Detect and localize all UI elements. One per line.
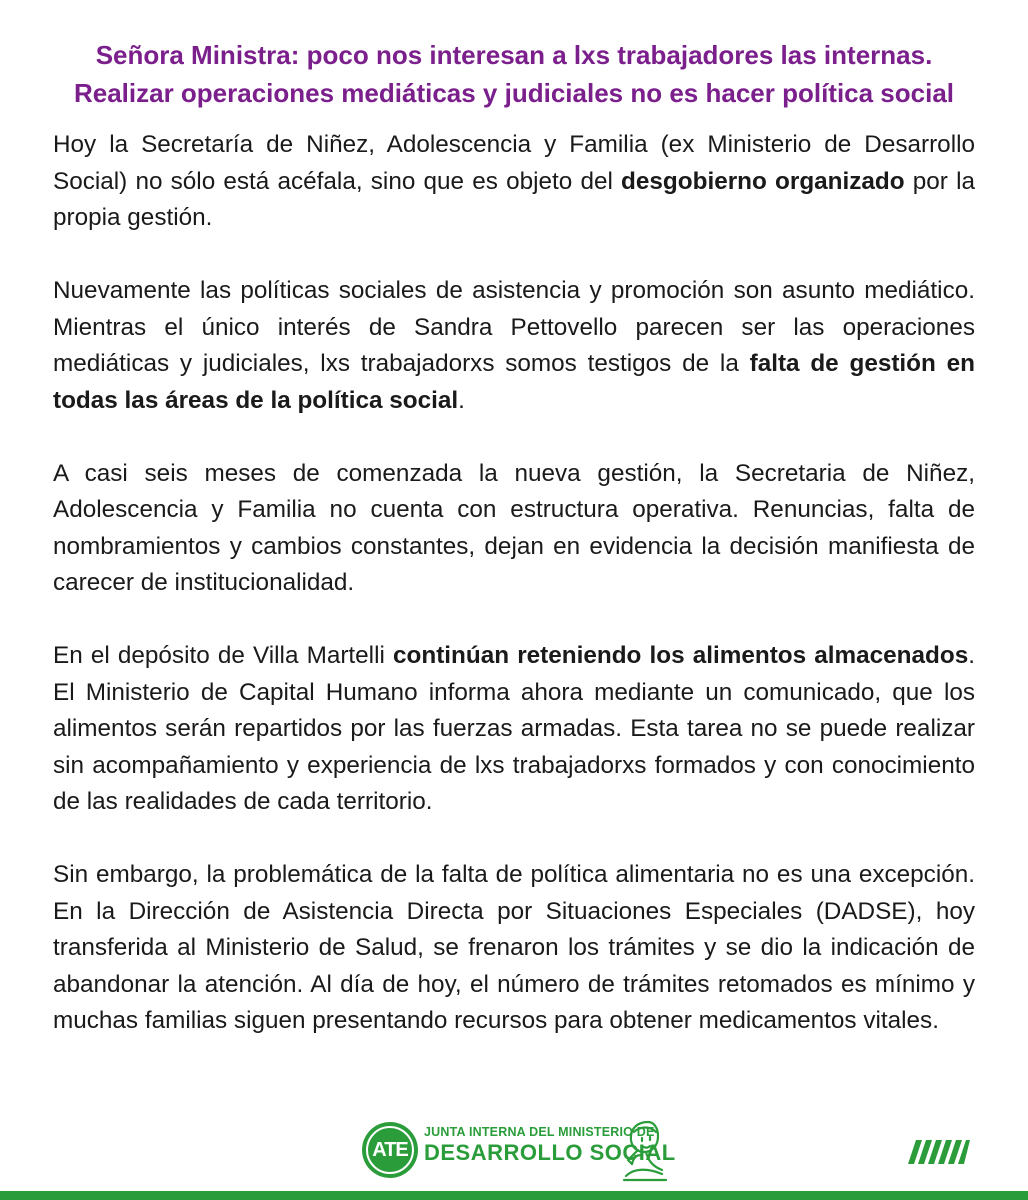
evita-portrait-icon — [618, 1116, 672, 1182]
paragraph-2 — [53, 273, 975, 419]
paragraph-2-emphasis: falta de gestión en todas las áreas de la política social — [53, 350, 976, 414]
footer — [0, 1110, 1028, 1200]
logo-line-2: DESARROLLO SOCIAL — [424, 1140, 676, 1165]
paragraph-5: Sin embargo, la problemática de la falta de política alimentaria no es una excepción. En la Dirección de Asistencia Directa por Situaciones Especiales (DADSE), hoy transferida al Ministerio de Salud, se frenaron los trámites y se dio la indicación de abandonar la atención. Al día de hoy, el número de trámites retomados es mínimo y muchas familias siguen presentando recursos para obtener medicamentos vitales. — [53, 861, 975, 1034]
bottom-green-bar — [0, 1191, 1028, 1200]
paragraph-1-text-a: Hoy la Secretaría de Niñez, Adolescencia y Familia (ex Ministerio de Desarrollo Social) no sólo está acéfala, sino que es objeto del — [53, 131, 975, 195]
statement-body — [53, 127, 975, 1076]
paragraph-1-text-c: por la propia gestión. — [53, 167, 975, 231]
paragraph-4-text-c: . El Ministerio de Capital Humano informa ahora mediante un comunicado, que los alimentos serán repartidos por las fuerzas armadas. Esta tarea no se puede realizar sin acompañamiento y experiencia de lxs trabajadorxs formados y con conocimiento de las realidades de cada territorio. — [53, 642, 975, 815]
headline-line-1: Señora Ministra: poco nos interesan a lxs trabajadores las internas. — [95, 40, 933, 70]
paragraph-2-text-a: Nuevamente las políticas sociales de asistencia y promoción son asunto mediático. Mientras el único interés de Sandra Pettovello parecen ser las operaciones mediáticas y judiciales, lxs trabajadorxs somos testigos de la — [53, 277, 975, 377]
paragraph-2-text-c: . — [458, 386, 465, 414]
paragraph-4-emphasis: continúan reteniendo los alimentos almacenados — [393, 642, 969, 669]
headline — [40, 36, 988, 112]
diagonal-stripes-icon — [902, 1140, 970, 1164]
paragraph-3: A casi seis meses de comenzada la nueva gestión, la Secretaria de Niñez, Adolescencia y Familia no cuenta con estructura operativa. Renuncias, falta de nombramientos y cambios constantes, dejan en evidencia la decisión manifiesta de carecer de institucionalidad. — [53, 459, 975, 596]
logo-line-1: JUNTA INTERNA DEL MINISTERIO DE — [424, 1125, 655, 1139]
paragraph-1-emphasis: desgobierno organizado — [621, 167, 905, 195]
paragraph-4-text-a: En el depósito de Villa Martelli — [53, 642, 393, 669]
paragraph-1 — [53, 127, 975, 237]
paragraph-4 — [53, 638, 975, 821]
headline-line-2: Realizar operaciones mediáticas y judiciales no es hacer política social — [73, 78, 955, 108]
ate-logo-badge: ATE — [362, 1122, 418, 1178]
